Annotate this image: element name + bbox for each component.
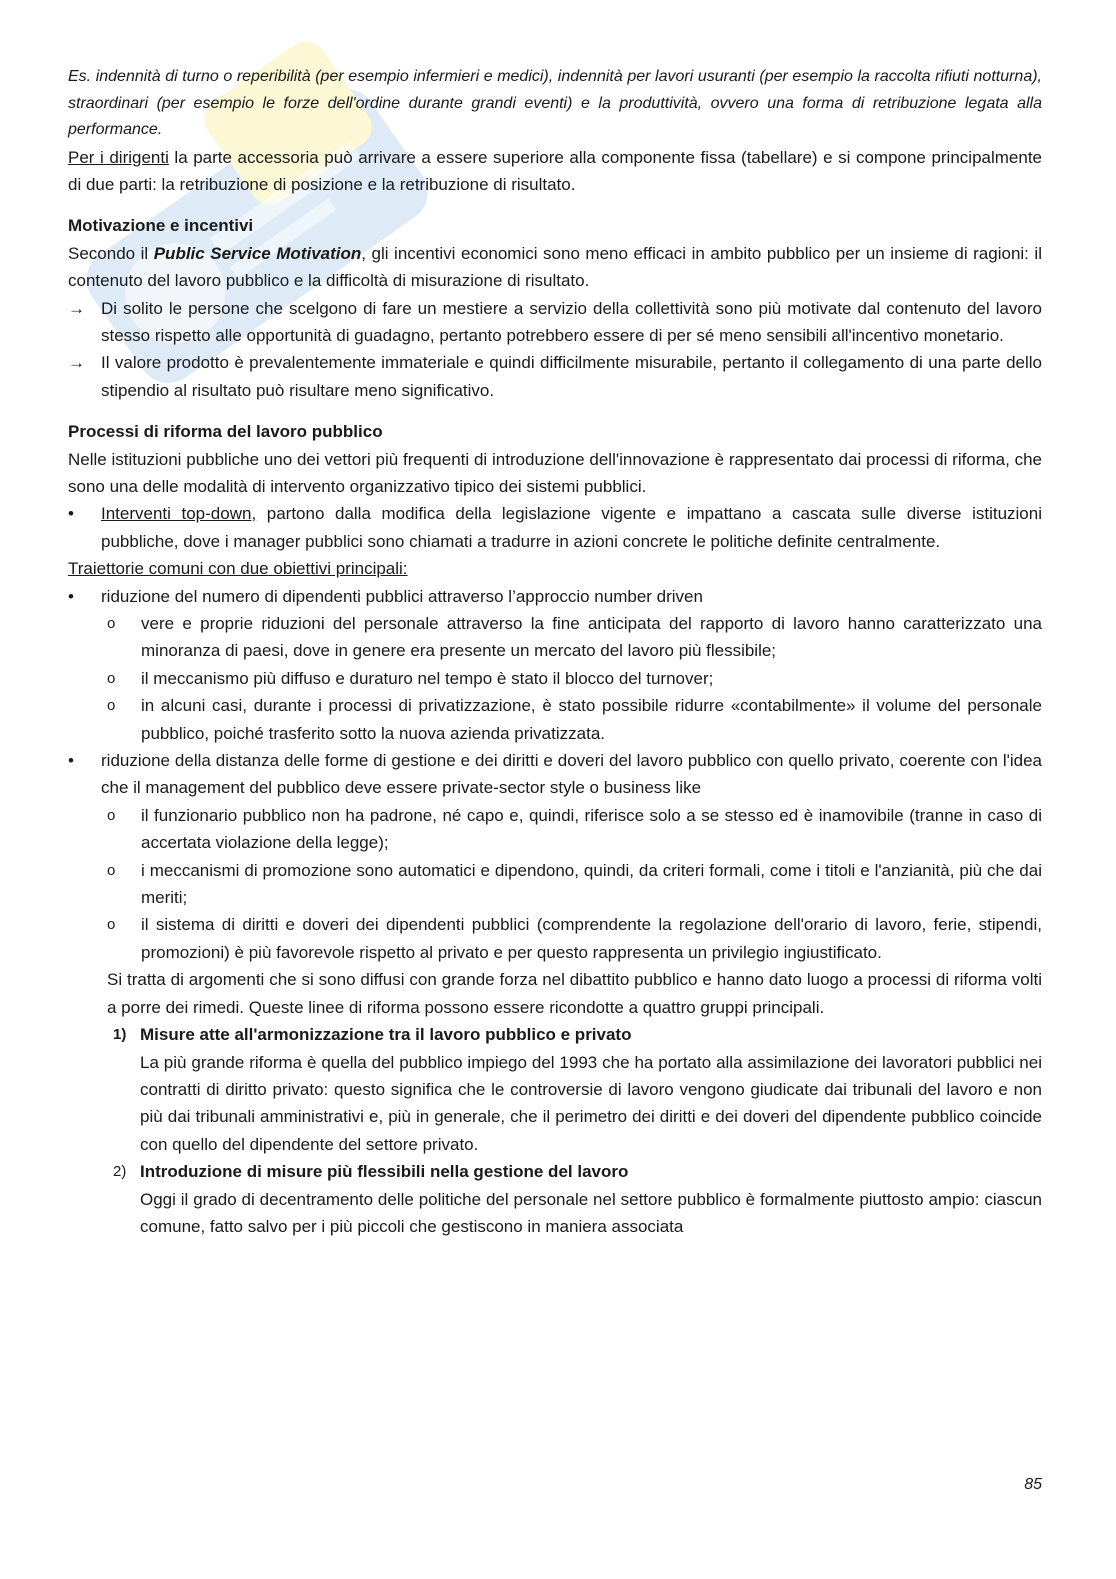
list-item — [68, 349, 1042, 404]
circle-bullet-icon: o — [107, 916, 116, 934]
motivazione-text-post: , gli incentivi economici sono meno efficaci in ambito pubblico per un insieme di ragioni: il contenuto del lavoro pubblico e la difficoltà di misurazione di risultato. — [68, 243, 1042, 291]
circle-bullet-icon: o — [107, 697, 116, 715]
circle-bullet-icon: o — [107, 615, 116, 632]
document-page — [68, 64, 1042, 1240]
summary-paragraph: Si tratta di argomenti che si sono diffusi con grande forza nel dibattito pubblico e hanno dato luogo a processi di riforma volti a porre dei rimedi. Queste linee di riforma possono essere ricondotte a quattro gruppi principali. — [107, 970, 1042, 1017]
sub-list-item — [68, 857, 1042, 912]
sub-list-item — [68, 911, 1042, 966]
sub-list-item — [68, 610, 1042, 665]
dirigenti-text: la parte accessoria può arrivare a essere superiore alla componente fissa (tabellare) e si compone principalmente di due parti: la retribuzione di posizione e la retribuzione di risultato. — [68, 147, 1042, 194]
list-item-text — [101, 500, 1042, 555]
motivazione-text-pre: Secondo il — [68, 243, 154, 263]
circle-bullet-icon: o — [107, 669, 116, 687]
measure-title: Introduzione di misure più flessibili nella gestione del lavoro — [140, 1162, 629, 1182]
sub-list-item — [68, 692, 1042, 747]
example-paragraph: Es. indennità di turno o reperibilità (per esempio infermieri e medici), indennità per lavori usuranti (per esempio la raccolta rifiuti notturna), straordinari (per esempio le forze dell'ordine durante grandi eventi) e la produttività, ovvero una forma di retribuzione legata alla performance. — [68, 68, 1042, 138]
bullet-icon: • — [68, 751, 74, 771]
arrow-bullet-icon: → — [68, 298, 85, 318]
traiettorie-heading: Traiettorie comuni con due obiettivi principali: — [68, 559, 408, 579]
measure-item — [68, 1021, 1042, 1158]
list-item-text: riduzione della distanza delle forme di gestione e dei diritti e doveri del lavoro pubblico con quello privato, coerente con l'idea che il management del pubblico deve essere private-sector style o business like — [101, 751, 1042, 798]
measure-number: 1) — [113, 1026, 127, 1044]
riforma-paragraph: Nelle istituzioni pubbliche uno dei vettori più frequenti di introduzione dell'innovazione è rappresentato dai processi di riforma, che sono una delle modalità di intervento organizzativo tipico dei sistemi pubblici. — [68, 449, 1042, 496]
measure-item — [68, 1158, 1042, 1240]
dirigenti-label: Per i dirigenti — [68, 147, 169, 167]
list-item — [68, 295, 1042, 350]
bullet-icon: • — [68, 504, 74, 524]
sub-list-item-text: i meccanismi di promozione sono automatici e dipendono, quindi, da criteri formali, come i titoli e l'anzianità, più che dai meriti; — [141, 860, 1042, 908]
circle-bullet-icon: o — [107, 806, 116, 824]
list-item — [68, 500, 1042, 555]
section-heading-motivazione: Motivazione e incentivi — [68, 216, 254, 236]
psm-term: Public Service Motivation — [153, 243, 362, 263]
sub-list-item-text: il sistema di diritti e doveri dei dipendenti pubblici (comprendente la regolazione dell'orario di lavoro, ferie, stipendi, promozioni) è più favorevole rispetto al privato e per questo rappresenta un privilegio ingiustificato. — [141, 915, 1042, 962]
list-item-text: Il valore prodotto è prevalentemente immateriale e quindi difficilmente misurabile, pertanto il collegamento di una parte dello stipendio al risultato può risultare meno significativo. — [101, 353, 1042, 400]
arrow-bullet-icon: → — [68, 353, 85, 373]
measure-body — [140, 1158, 1042, 1240]
sub-list-item-text: in alcuni casi, durante i processi di privatizzazione, è stato possibile ridurre «contabilmente» il volume del personale pubblico, poiché trasferito sotto la nuova azienda privatizzata. — [141, 696, 1042, 743]
motivazione-paragraph — [68, 240, 1042, 295]
topdown-label: Interventi top-down, — [101, 504, 257, 524]
list-item — [68, 747, 1042, 802]
list-item-text: riduzione del numero di dipendenti pubblici attraverso l’approccio number driven — [101, 586, 703, 606]
list-item-text: Di solito le persone che scelgono di fare un mestiere a servizio della collettività sono più motivate dal contenuto del lavoro stesso rispetto alle opportunità di guadagno, pertanto potrebbero essere di per sé meno sensibili all'incentivo monetario. — [101, 298, 1042, 345]
sub-list-item-text: il meccanismo più diffuso e duraturo nel tempo è stato il blocco del turnover; — [141, 668, 714, 688]
list-item — [68, 583, 1042, 610]
topdown-text: partono dalla modifica della legislazione vigente e impattano a cascata sulle diverse istituzioni pubbliche, dove i manager pubblici sono chiamati a tradurre in azioni concrete le politiche definite centralmente. — [101, 504, 1042, 551]
dirigenti-paragraph — [68, 144, 1042, 199]
measure-text: Oggi il grado di decentramento delle politiche del personale nel settore pubblico è formalmente piuttosto ampio: ciascun comune, fatto salvo per i più piccoli che gestiscono in maniera associata — [140, 1189, 1042, 1236]
bullet-icon: • — [68, 586, 74, 606]
sub-list-item-text: vere e proprie riduzioni del personale attraverso la fine anticipata del rapporto di lavoro hanno caratterizzato una minoranza di paesi, dove in genere era presente un mercato del lavoro più flessibile; — [141, 614, 1042, 661]
page-number: 85 — [1024, 1476, 1042, 1493]
measure-number: 2) — [113, 1163, 127, 1181]
sub-list-item — [68, 802, 1042, 857]
sub-list-item — [68, 665, 1042, 692]
measure-title: Misure atte all'armonizzazione tra il lavoro pubblico e privato — [140, 1025, 632, 1045]
section-heading-riforma: Processi di riforma del lavoro pubblico — [68, 422, 383, 442]
measure-body — [140, 1021, 1042, 1158]
sub-list-item-text: il funzionario pubblico non ha padrone, né capo e, quindi, riferisce solo a se stesso ed è inamovibile (tranne in caso di accertata violazione della legge); — [141, 805, 1042, 853]
circle-bullet-icon: o — [107, 861, 116, 879]
measure-text: La più grande riforma è quella del pubblico impiego del 1993 che ha portato alla assimilazione dei lavoratori pubblici nei contratti di diritto privato: questo significa che le controversie di lavoro vengono giudicate dai tribunali del lavoro e non più dai tribunali amministrativi e, più in generale, che il perimetro dei diritti e dei doveri del dipendente pubblico coincide con quello del dipendente del settore privato. — [140, 1052, 1042, 1154]
